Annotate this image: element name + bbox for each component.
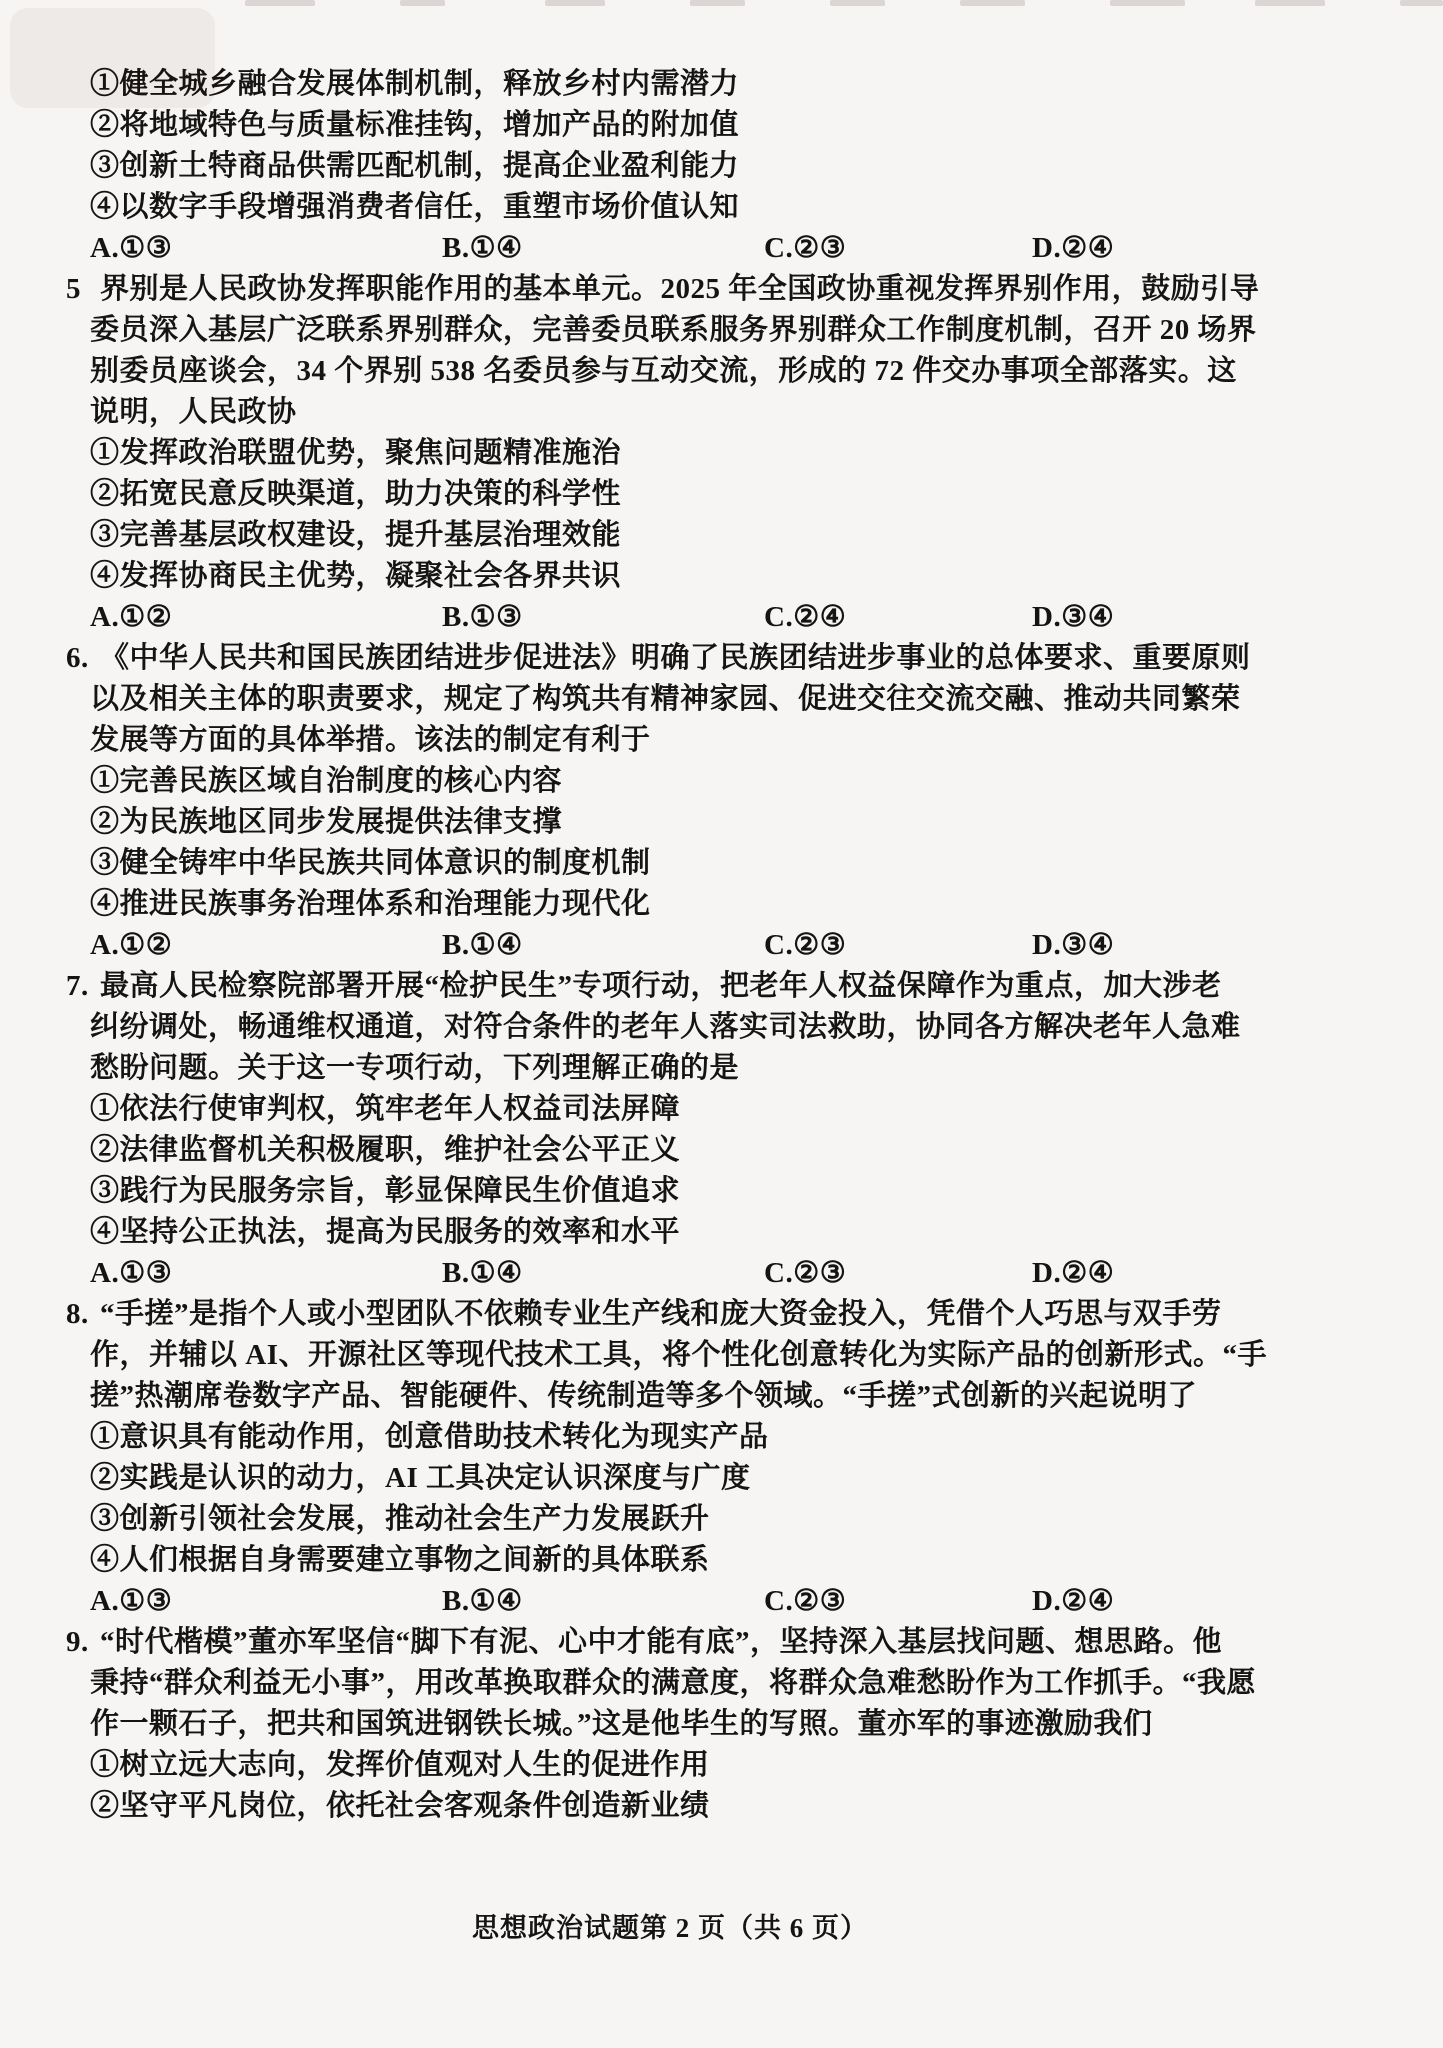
question-option: ③创新引领社会发展，推动社会生产力发展跃升 — [90, 1503, 710, 1535]
choice-item: C.②③ — [764, 929, 847, 961]
question-body-line — [66, 1622, 1233, 1663]
choice-row — [90, 1581, 1233, 1622]
question-block — [66, 638, 1251, 966]
choice-item: A.①③ — [90, 1257, 173, 1289]
question-option: ②为民族地区同步发展提供法律支撑 — [90, 806, 563, 838]
question-option: ②将地域特色与质量标准挂钩，增加产品的附加值 — [90, 109, 740, 141]
scan-edge-mark — [245, 0, 315, 6]
question-option: ①意识具有能动作用，创意借助技术转化为现实产品 — [90, 1421, 769, 1453]
question-option: ④人们根据自身需要建立事物之间新的具体联系 — [90, 1544, 710, 1576]
scan-edge-mark — [690, 0, 745, 6]
choice-item: D.③④ — [1032, 929, 1115, 961]
question-option: ③创新土特商品供需匹配机制，提高企业盈利能力 — [90, 150, 740, 182]
question-block — [66, 966, 1241, 1294]
question-body-text: 界别是人民政协发挥职能作用的基本单元。2025 年全国政协重视发挥界别作用，鼓励引导 — [100, 273, 1260, 305]
question-option: ②拓宽民意反映渠道，助力决策的科学性 — [90, 478, 622, 510]
question-number: 9. — [66, 1626, 89, 1658]
question-body-text: “手搓”是指个人或小型团队不依赖专业生产线和庞大资金投入，凭借个人巧思与双手劳 — [100, 1298, 1222, 1330]
choice-item: B.①④ — [442, 1257, 523, 1289]
choice-item: A.①③ — [90, 1585, 173, 1617]
question-option: ③完善基层政权建设，提升基层治理效能 — [90, 519, 622, 551]
question-number: 7. — [66, 970, 89, 1002]
scan-edge-mark — [1255, 0, 1325, 6]
choice-row — [90, 228, 1233, 269]
question-option: ①完善民族区域自治制度的核心内容 — [90, 765, 563, 797]
question-option: ①健全城乡融合发展体制机制，释放乡村内需潜力 — [90, 68, 740, 100]
scan-edge-mark — [400, 0, 445, 6]
question-option: ①发挥政治联盟优势，聚焦问题精准施治 — [90, 437, 622, 469]
question-body-line — [66, 1294, 1233, 1335]
choice-item: B.①④ — [442, 929, 523, 961]
question-body-line: 发展等方面的具体举措。该法的制定有利于 — [90, 724, 651, 756]
question-option: ③健全铸牢中华民族共同体意识的制度机制 — [90, 847, 651, 879]
choice-item: D.②④ — [1032, 1585, 1115, 1617]
question-body-line: 秉持“群众利益无小事”，用改革换取群众的满意度，将群众急难愁盼作为工作抓手。“我愿 — [90, 1667, 1257, 1699]
question-option: ④推进民族事务治理体系和治理能力现代化 — [90, 888, 651, 920]
choice-item: B.①④ — [442, 232, 523, 264]
question-option: ③践行为民服务宗旨，彰显保障民生价值追求 — [90, 1175, 681, 1207]
question-option: ②坚守平凡岗位，依托社会客观条件创造新业绩 — [90, 1790, 710, 1822]
page-footer: 思想政治试题第 2 页（共 6 页） — [472, 1913, 868, 1943]
question-body-line — [66, 638, 1251, 679]
choice-row — [90, 925, 1233, 966]
scan-edge-mark — [545, 0, 605, 6]
choice-item: A.①② — [90, 929, 173, 961]
question-number: 6. — [66, 642, 89, 674]
question-number: 5 — [66, 273, 81, 305]
question-body-line: 愁盼问题。关于这一专项行动，下列理解正确的是 — [90, 1052, 740, 1084]
question-body-line: 说明，人民政协 — [90, 396, 297, 428]
question-body-line: 纠纷调处，畅通维权通道，对符合条件的老年人落实司法救助，协同各方解决老年人急难 — [90, 1011, 1241, 1043]
choice-item: B.①③ — [442, 601, 523, 633]
question-block — [66, 269, 1260, 638]
question-body-line: 以及相关主体的职责要求，规定了构筑共有精神家园、促进交往交流交融、推动共同繁荣 — [90, 683, 1241, 715]
choice-row — [90, 1253, 1233, 1294]
question-body-text: 最高人民检察院部署开展“检护民生”专项行动，把老年人权益保障作为重点，加大涉老 — [100, 970, 1222, 1002]
question-block — [66, 1622, 1257, 1827]
choice-item: C.②④ — [764, 601, 847, 633]
question-body-line: 别委员座谈会，34 个界别 538 名委员参与互动交流，形成的 72 件交办事项全部落实。这 — [90, 355, 1237, 387]
scan-edge-mark — [1110, 0, 1185, 6]
question-body-line — [66, 269, 1260, 310]
choice-item: D.③④ — [1032, 601, 1115, 633]
question-option: ①树立远大志向，发挥价值观对人生的促进作用 — [90, 1749, 710, 1781]
question-option: ②实践是认识的动力，AI 工具决定认识深度与广度 — [90, 1462, 751, 1494]
question-block — [66, 1294, 1267, 1622]
choice-row — [90, 597, 1233, 638]
choice-item: D.②④ — [1032, 1257, 1115, 1289]
choice-item: A.①③ — [90, 232, 173, 264]
question-body-text: “时代楷模”董亦军坚信“脚下有泥、心中才能有底”，坚持深入基层找问题、想思路。他 — [100, 1626, 1223, 1658]
question-option: ②法律监督机关积极履职，维护社会公平正义 — [90, 1134, 681, 1166]
choice-item: B.①④ — [442, 1585, 523, 1617]
question-option: ④以数字手段增强消费者信任，重塑市场价值认知 — [90, 191, 740, 223]
choice-item: C.②③ — [764, 232, 847, 264]
choice-item: C.②③ — [764, 1257, 847, 1289]
scan-edge-mark — [960, 0, 1025, 6]
question-body-line: 委员深入基层广泛联系界别群众，完善委员联系服务界别群众工作制度机制，召开 20 场界 — [90, 314, 1257, 346]
question-block — [90, 64, 1233, 269]
choice-item: C.②③ — [764, 1585, 847, 1617]
scan-edge-mark — [830, 0, 885, 6]
question-option: ④发挥协商民主优势，凝聚社会各界共识 — [90, 560, 622, 592]
question-body-line — [66, 966, 1233, 1007]
scan-edge-mark — [1400, 0, 1443, 6]
question-option: ④坚持公正执法，提高为民服务的效率和水平 — [90, 1216, 681, 1248]
question-body-line: 作一颗石子，把共和国筑进钢铁长城。”这是他毕生的写照。董亦军的事迹激励我们 — [90, 1708, 1153, 1740]
choice-item: A.①② — [90, 601, 173, 633]
exam-content — [66, 64, 1267, 1827]
question-body-text: 《中华人民共和国民族团结进步促进法》明确了民族团结进步事业的总体要求、重要原则 — [100, 642, 1251, 674]
question-body-line: 搓”热潮席卷数字产品、智能硬件、传统制造等多个领域。“手搓”式创新的兴起说明了 — [90, 1380, 1198, 1412]
question-number: 8. — [66, 1298, 89, 1330]
question-body-line: 作，并辅以 AI、开源社区等现代技术工具，将个性化创意转化为实际产品的创新形式。“手 — [90, 1339, 1267, 1371]
choice-item: D.②④ — [1032, 232, 1115, 264]
question-option: ①依法行使审判权，筑牢老年人权益司法屏障 — [90, 1093, 681, 1125]
